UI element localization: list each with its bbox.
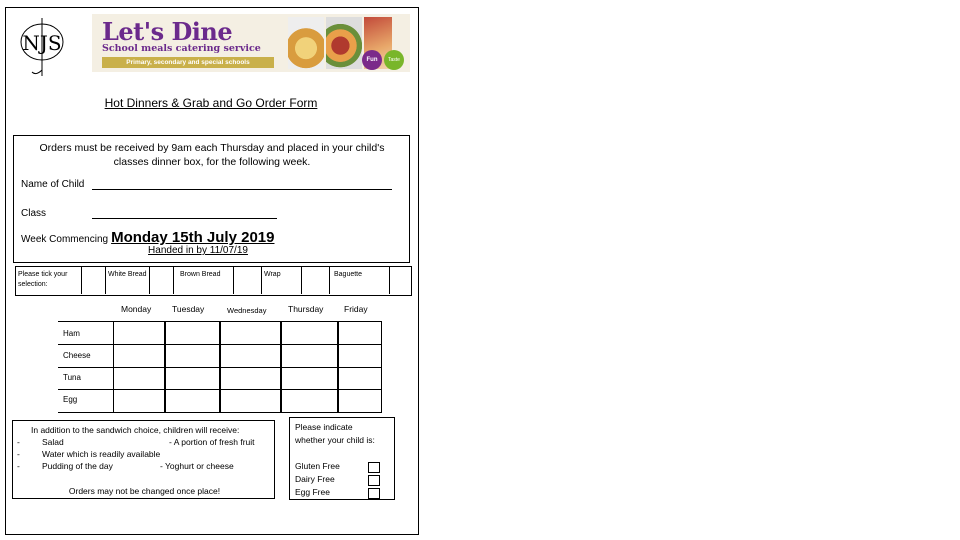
week-row (21, 229, 274, 246)
lets-dine-banner (92, 14, 410, 72)
day-header-tuesday: Tuesday (172, 304, 205, 314)
sandwich-intro: In addition to the sandwich choice, children will receive: (31, 425, 240, 435)
sandwich-item-pudding: Pudding of the day (42, 461, 113, 471)
grid-cell-cheese-friday[interactable] (338, 344, 382, 368)
dietary-prompt: Please indicate whether your child is: (295, 422, 375, 445)
grid-cell-ham-wednesday[interactable] (220, 321, 281, 345)
grid-cell-tuna-tuesday[interactable] (165, 367, 220, 390)
badge-fun: Fun (362, 50, 382, 70)
grid-cell-ham-thursday[interactable] (281, 321, 338, 345)
name-field[interactable] (92, 178, 392, 190)
selection-prompt: Please tick your selection: (16, 267, 82, 294)
option-baguette: Baguette (330, 267, 390, 294)
filling-ham: Ham (63, 329, 80, 338)
name-label: Name of Child (21, 179, 85, 190)
school-logo (18, 18, 66, 80)
food-photo-2 (326, 17, 362, 69)
filling-tuna: Tuna (63, 373, 81, 382)
grid-cell-ham-monday[interactable] (113, 321, 165, 345)
tick-box-baguette[interactable] (302, 267, 330, 294)
orders-note: Orders may not be changed once place! (68, 486, 221, 496)
food-photo-1 (288, 17, 324, 69)
info-box (13, 135, 410, 263)
order-grid (58, 321, 382, 413)
day-header-friday: Friday (344, 304, 368, 314)
brand-tagline: Primary, secondary and special schools (126, 59, 250, 66)
tick-box-white-bread[interactable] (82, 267, 106, 294)
dietary-box (289, 417, 395, 500)
brand-tagline-strip (102, 57, 274, 68)
checkbox-dairy-free[interactable] (368, 475, 380, 486)
diet-egg-free: Egg Free (295, 487, 330, 497)
checkbox-gluten-free[interactable] (368, 462, 380, 473)
class-field[interactable] (92, 207, 277, 219)
grid-cell-egg-wednesday[interactable] (220, 389, 281, 413)
diet-dairy-free: Dairy Free (295, 474, 335, 484)
form-title: Hot Dinners & Grab and Go Order Form (104, 96, 318, 110)
grid-cell-egg-thursday[interactable] (281, 389, 338, 413)
day-header-thursday: Thursday (288, 304, 324, 314)
school-logo-text: NJS (22, 31, 62, 55)
day-header-wednesday: Wednesday (227, 306, 267, 315)
week-label: Week Commencing (21, 234, 109, 245)
diet-gluten-free: Gluten Free (295, 461, 340, 471)
handed-in-date: Handed in by 11/07/19 (148, 245, 248, 256)
grid-cell-tuna-friday[interactable] (338, 367, 382, 390)
order-instructions: Orders must be received by 9am each Thursday and placed in your child's classes dinner box, for the following week. (39, 142, 385, 168)
bullet-dash: - (17, 461, 20, 471)
tick-box-wrap[interactable] (234, 267, 262, 294)
grid-cell-tuna-thursday[interactable] (281, 367, 338, 390)
day-header-monday: Monday (121, 304, 152, 314)
bullet-dash: - (17, 437, 20, 447)
grid-cell-ham-tuesday[interactable] (165, 321, 220, 345)
option-brown-bread: Brown Bread (174, 267, 234, 294)
bread-selection-row (15, 266, 412, 296)
filling-egg: Egg (63, 395, 78, 404)
tick-box-brown-bread[interactable] (150, 267, 174, 294)
badge-green: Taste (384, 50, 404, 70)
grid-cell-cheese-thursday[interactable] (281, 344, 338, 368)
filling-cheese: Cheese (63, 351, 91, 360)
sandwich-extra-fruit: - A portion of fresh fruit (169, 437, 255, 447)
brand-title: Let's Dine (102, 17, 233, 46)
order-form-page (5, 7, 419, 535)
grid-cell-cheese-wednesday[interactable] (220, 344, 281, 368)
grid-cell-egg-tuesday[interactable] (165, 389, 220, 413)
sandwich-item-water: Water which is readily available (42, 449, 161, 459)
grid-cell-egg-monday[interactable] (113, 389, 165, 413)
grid-cell-cheese-monday[interactable] (113, 344, 165, 368)
grid-cell-egg-friday[interactable] (338, 389, 382, 413)
grid-cell-cheese-tuesday[interactable] (165, 344, 220, 368)
grid-cell-tuna-wednesday[interactable] (220, 367, 281, 390)
brand-subtitle: School meals catering service (102, 43, 261, 54)
grid-cell-ham-friday[interactable] (338, 321, 382, 345)
option-white-bread: White Bread (106, 267, 150, 294)
sandwich-info-box (12, 420, 275, 499)
grid-cell-tuna-monday[interactable] (113, 367, 165, 390)
option-wrap: Wrap (262, 267, 302, 294)
sandwich-item-salad: Salad (42, 437, 64, 447)
bullet-dash: - (17, 449, 20, 459)
sandwich-extra-yoghurt: - Yoghurt or cheese (160, 461, 234, 471)
checkbox-egg-free[interactable] (368, 488, 380, 499)
week-date: Monday 15th July 2019 (111, 229, 275, 246)
class-label: Class (21, 208, 47, 219)
